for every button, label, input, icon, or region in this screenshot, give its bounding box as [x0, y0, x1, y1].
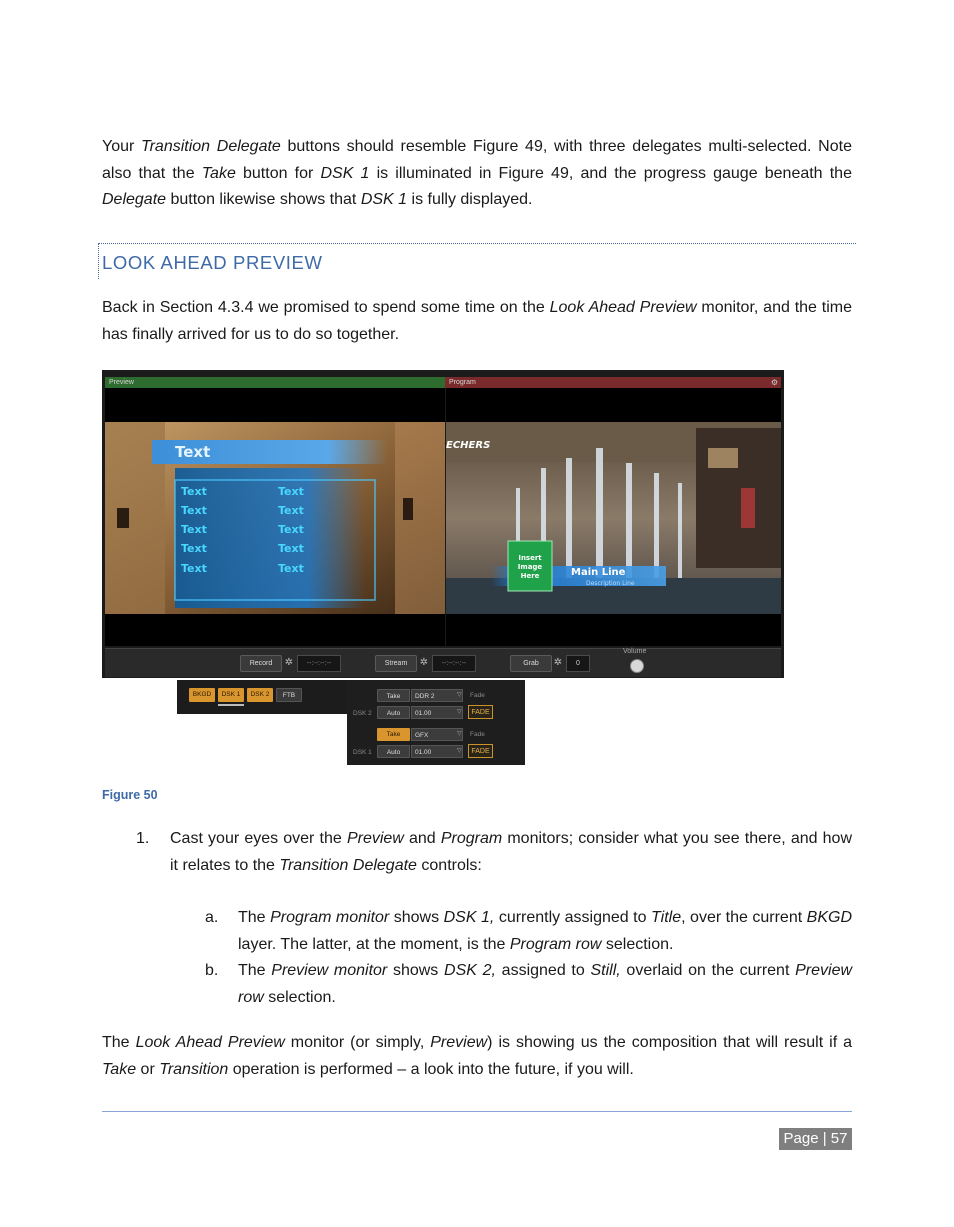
dsk1-duration-field[interactable]: 01.00	[411, 745, 463, 758]
svg-text:Text: Text	[278, 485, 304, 498]
svg-text:Text: Text	[181, 562, 207, 575]
list-item-text: Cast your eyes over the Preview and Program monitors; consider what you see there, and how it relates to the Transition Delegate controls:	[170, 830, 853, 874]
delegate-dsk1-button[interactable]: DSK 1	[218, 688, 244, 702]
closing-paragraph: The Look Ahead Preview monitor (or simply, Preview) is showing us the composition that will result if a Take or Transition operation is performed – a look into the future, if you will.	[102, 1034, 853, 1078]
volume-label: Volume	[623, 648, 647, 655]
record-timecode: --:--:--:--	[297, 655, 341, 672]
stream-button[interactable]: Stream	[375, 655, 417, 672]
section-intro-paragraph: Back in Section 4.3.4 we promised to spend some time on the Look Ahead Preview monitor, and the time has finally arrived for us to do so together.	[102, 299, 853, 343]
preview-monitor-bar	[105, 377, 445, 388]
preview-monitor	[105, 388, 445, 646]
chevron-down-icon[interactable]: ▽	[457, 709, 462, 715]
dsk1-auto-button[interactable]: Auto	[377, 745, 410, 758]
figure-caption: Figure 50	[102, 788, 158, 802]
record-button[interactable]: Record	[240, 655, 282, 672]
delegate-dsk2-button[interactable]: DSK 2	[247, 688, 273, 702]
dsk2-take-button[interactable]: Take	[377, 689, 410, 702]
dsk1-source-select[interactable]: GFX	[411, 728, 463, 741]
section-heading: LOOK AHEAD PREVIEW	[102, 252, 323, 273]
list-item	[136, 826, 852, 879]
main-line-text: Main Line	[571, 567, 626, 578]
chevron-down-icon[interactable]: ▽	[457, 692, 462, 698]
svg-text:Text: Text	[181, 523, 207, 536]
program-monitor	[446, 388, 781, 646]
dsk2-duration-field[interactable]: 01.00	[411, 706, 463, 719]
svg-text:Text: Text	[278, 562, 304, 575]
program-logo-text: ECHERS	[446, 440, 491, 451]
grab-count: 0	[566, 655, 590, 672]
preview-monitor-label: Preview	[109, 379, 134, 386]
footer-rule	[102, 1111, 852, 1112]
chevron-down-icon[interactable]: ▽	[457, 731, 462, 737]
monitor-control-bar	[105, 648, 781, 677]
program-monitor-bar	[445, 377, 781, 388]
record-config-gear-icon[interactable]: ✲	[284, 657, 294, 668]
dsk1-progress-gauge	[218, 704, 244, 706]
stream-config-gear-icon[interactable]: ✲	[419, 657, 429, 668]
dsk2-fade-button[interactable]: FADE	[468, 705, 493, 719]
sub-list-item-b	[205, 958, 852, 1011]
chevron-down-icon[interactable]: ▽	[457, 748, 462, 754]
sub-list-item-letter: a.	[205, 909, 219, 926]
sub-list-item-a	[205, 905, 852, 958]
list-item-number: 1.	[136, 830, 150, 847]
stream-timecode: --:--:--:--	[432, 655, 476, 672]
delegate-bkgd-button[interactable]: BKGD	[189, 688, 215, 702]
dsk1-take-button[interactable]: Take	[377, 728, 410, 741]
heading-side-rule	[98, 243, 99, 279]
program-monitor-label: Program	[449, 379, 476, 386]
heading-top-rule	[98, 243, 856, 244]
insert-image-line-3: Here	[520, 572, 540, 580]
figure-screenshot	[102, 370, 784, 678]
delegate-ftb-button[interactable]: FTB	[276, 688, 302, 702]
grab-button[interactable]: Grab	[510, 655, 552, 672]
dsk2-auto-button[interactable]: Auto	[377, 706, 410, 719]
volume-knob[interactable]	[630, 659, 644, 673]
preview-monitor-image	[105, 388, 445, 646]
preview-title-text: Text	[175, 443, 211, 461]
svg-text:Text: Text	[278, 523, 304, 536]
grab-config-gear-icon[interactable]: ✲	[553, 657, 563, 668]
dsk1-fade-button[interactable]: FADE	[468, 744, 493, 758]
svg-text:Text: Text	[278, 542, 304, 555]
dsk-controls	[347, 680, 525, 765]
dsk2-source-select[interactable]: DDR 2	[411, 689, 463, 702]
sub-list-item-letter: b.	[205, 962, 219, 979]
sub-list-item-text: The Preview monitor shows DSK 2, assigned to Still, overlaid on the current Preview row selection.	[238, 962, 853, 1006]
page-number: Page | 57	[779, 1128, 852, 1150]
gear-icon[interactable]: ⚙	[770, 378, 778, 387]
dsk2-row-label: DSK 2	[353, 710, 372, 717]
svg-text:Text: Text	[278, 504, 304, 517]
program-monitor-image	[446, 388, 781, 646]
dsk2-transition-type: Fade	[470, 692, 485, 699]
sub-list-item-text: The Program monitor shows DSK 1, currently assigned to Title, over the current BKGD layer. The latter, at the moment, is the Program row selection.	[238, 909, 853, 953]
description-line-text: Description Line	[586, 580, 635, 587]
svg-text:Text: Text	[181, 542, 207, 555]
intro-paragraph: Your Transition Delegate buttons should resemble Figure 49, with three delegates multi-selected. Note also that the Take button for DSK 1 is illuminated in Figure 49, and the progress gauge beneath the Delegate button likewise shows that DSK 1 is fully displayed.	[102, 138, 852, 208]
dsk1-row-label: DSK 1	[353, 749, 372, 756]
transition-delegate-panel	[177, 680, 347, 714]
dsk1-transition-type: Fade	[470, 731, 485, 738]
svg-text:Text: Text	[181, 504, 207, 517]
insert-image-line-2: Image	[517, 563, 543, 571]
insert-image-line-1: Insert	[518, 554, 542, 562]
svg-text:Text: Text	[181, 485, 207, 498]
